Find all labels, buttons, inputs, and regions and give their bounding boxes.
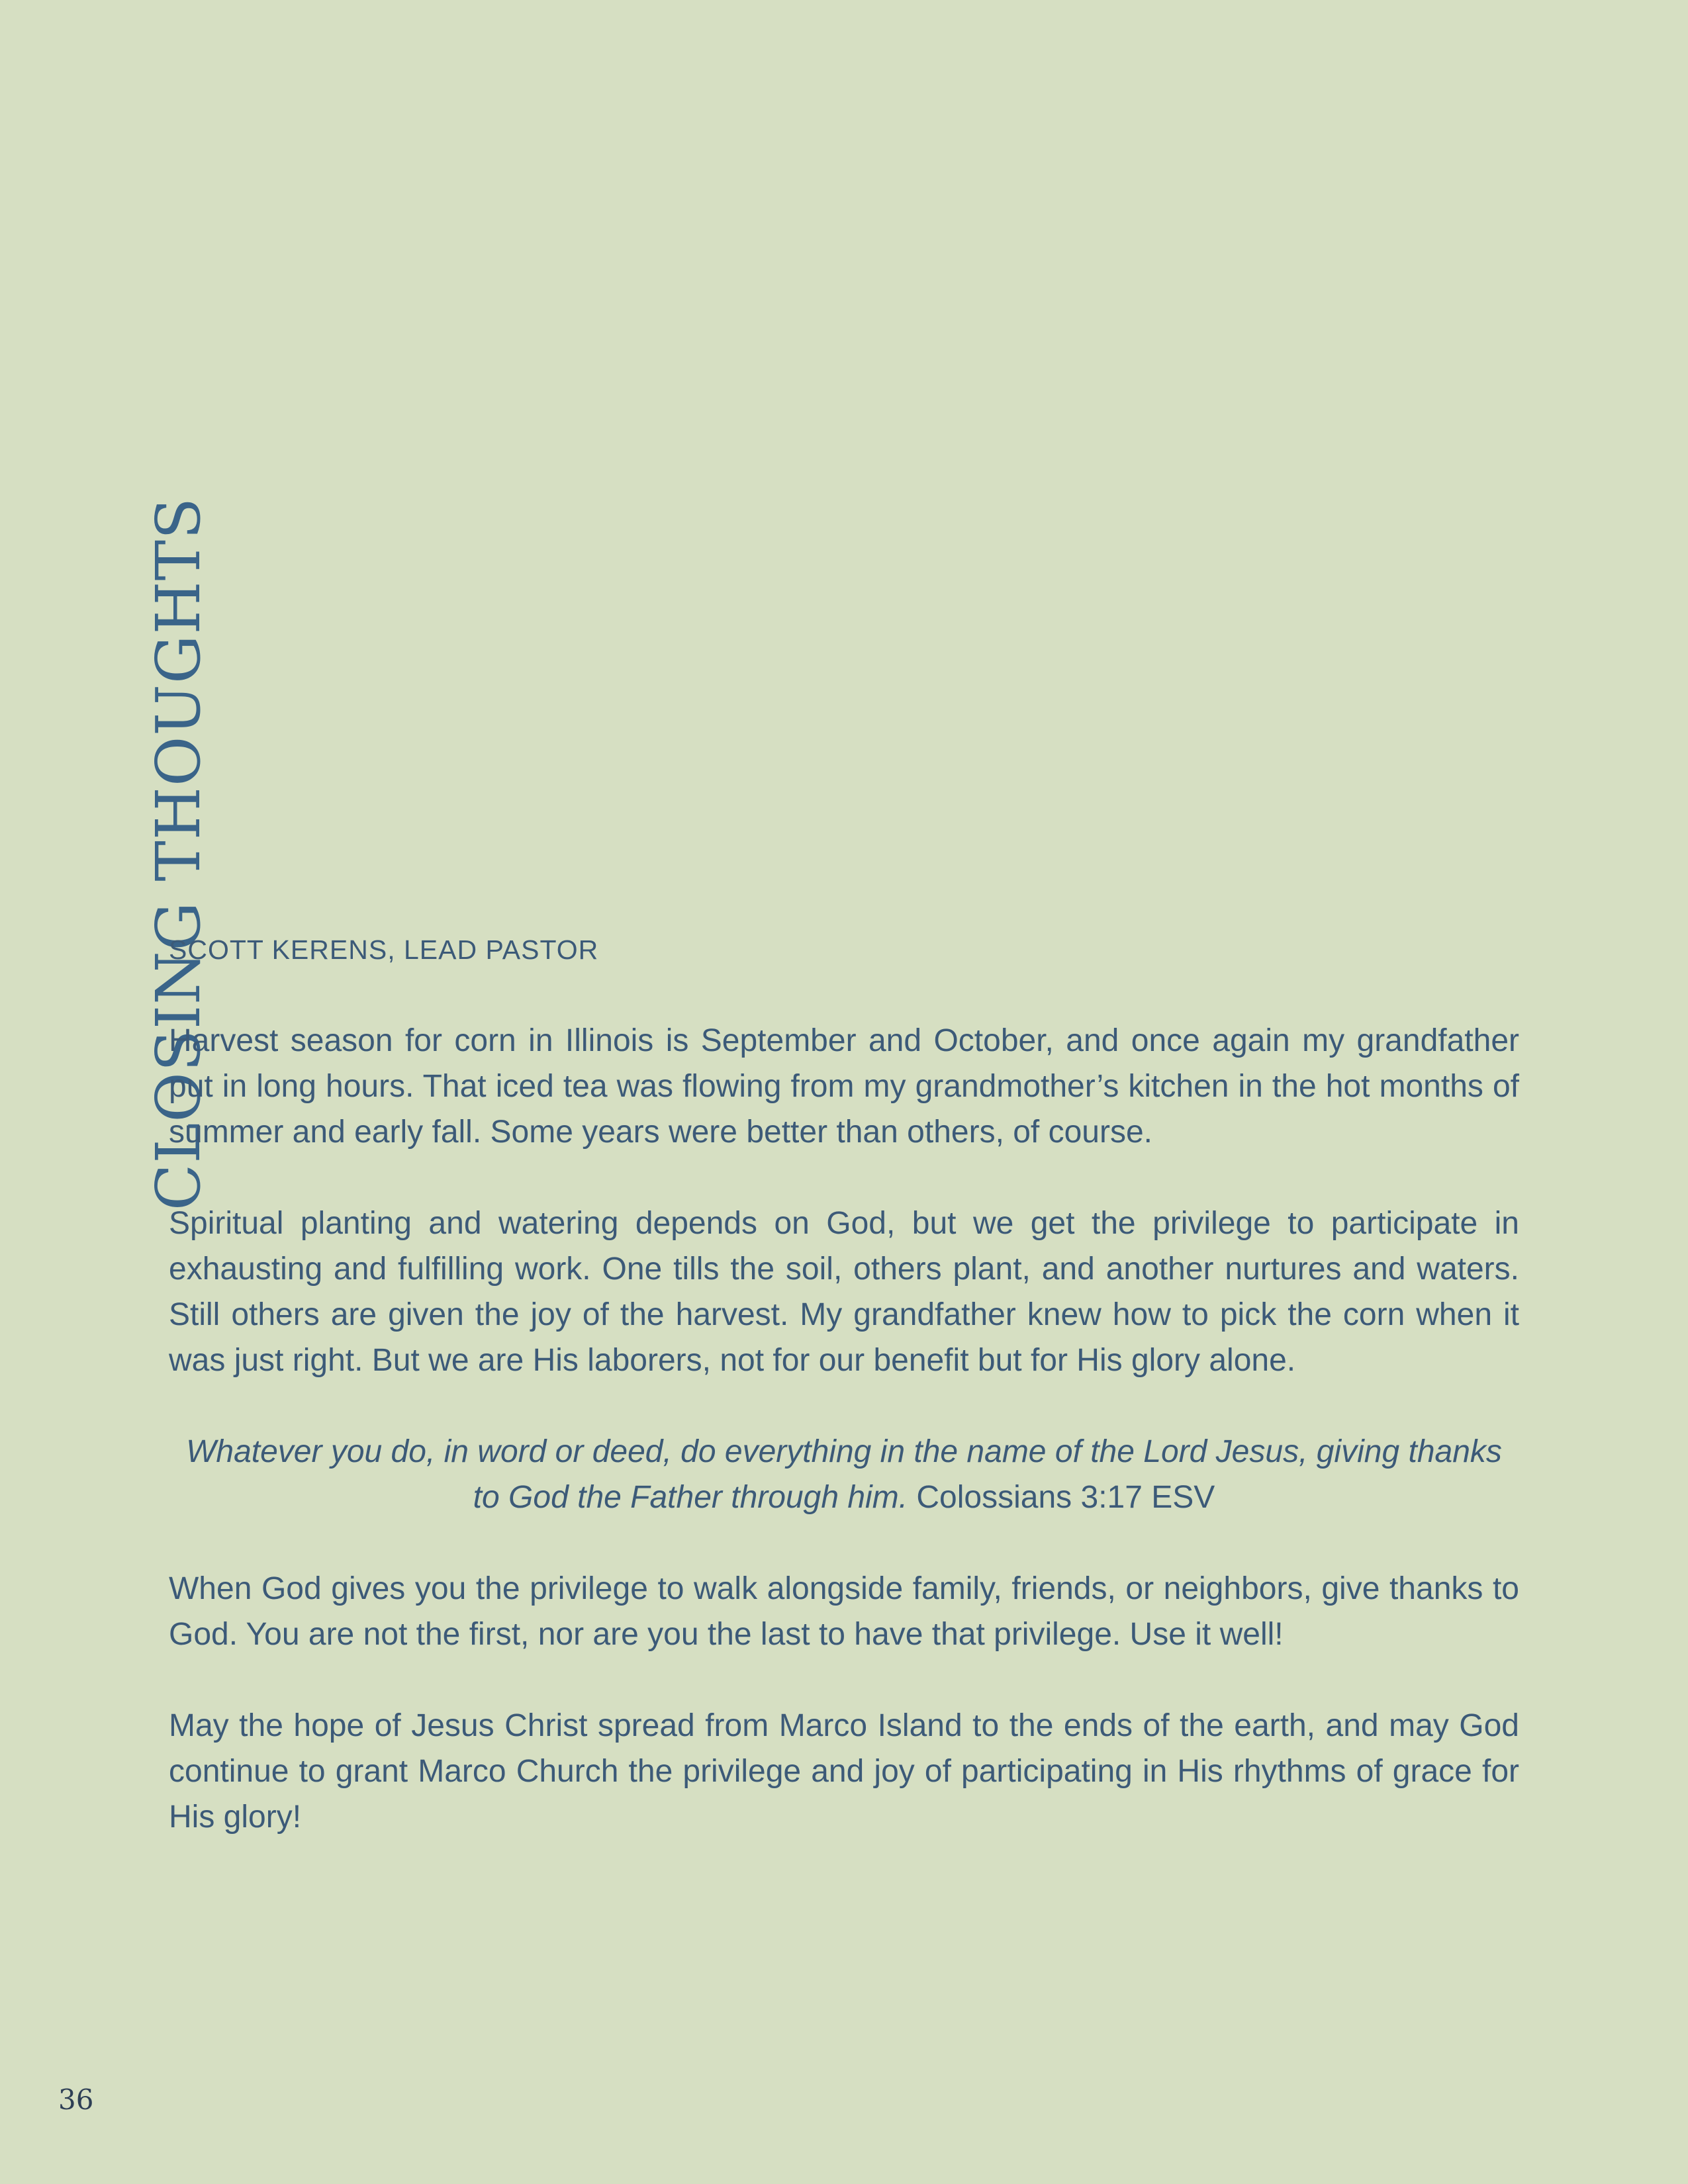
body-paragraph-3: When God gives you the privilege to walk alongside family, friends, or neighbors, give thanks to God. You are not the first, nor are you the last to have that privilege. Use it well! [169, 1571, 1519, 1652]
body-paragraph-1: Harvest season for corn in Illinois is September and October, and once again my grandfather put in long hours. That iced tea was flowing from my grandmother’s kitchen in the hot months of summer and early fall. Some years were better than others, of course. [169, 1023, 1519, 1150]
scripture-quote [169, 1429, 1519, 1520]
body-paragraph-4: May the hope of Jesus Christ spread from Marco Island to the ends of the earth, and may God continue to grant Marco Church the privilege and joy of participating in His rhythms of grace for His glory! [169, 1708, 1519, 1835]
quote-text: Whatever you do, in word or deed, do everything in the name of the Lord Jesus, giving thanks to God the Father through him. [186, 1434, 1502, 1515]
article-body [169, 1018, 1519, 1886]
author-byline: SCOTT KERENS, LEAD PASTOR [169, 934, 599, 965]
page-number: 36 [58, 2083, 94, 2116]
quote-reference: Colossians 3:17 ESV [916, 1480, 1215, 1515]
page-title: CLOSING THOUGHTS [143, 496, 214, 1211]
body-paragraph-2: Spiritual planting and watering depends on God, but we get the privilege to participate in exhausting and fulfilling work. One tills the soil, others plant, and another nurtures and waters. Still others are given the joy of the harvest. My grandfather knew how to pick the corn when it was just right. But we are His laborers, not for our benefit but for His glory alone. [169, 1206, 1519, 1378]
